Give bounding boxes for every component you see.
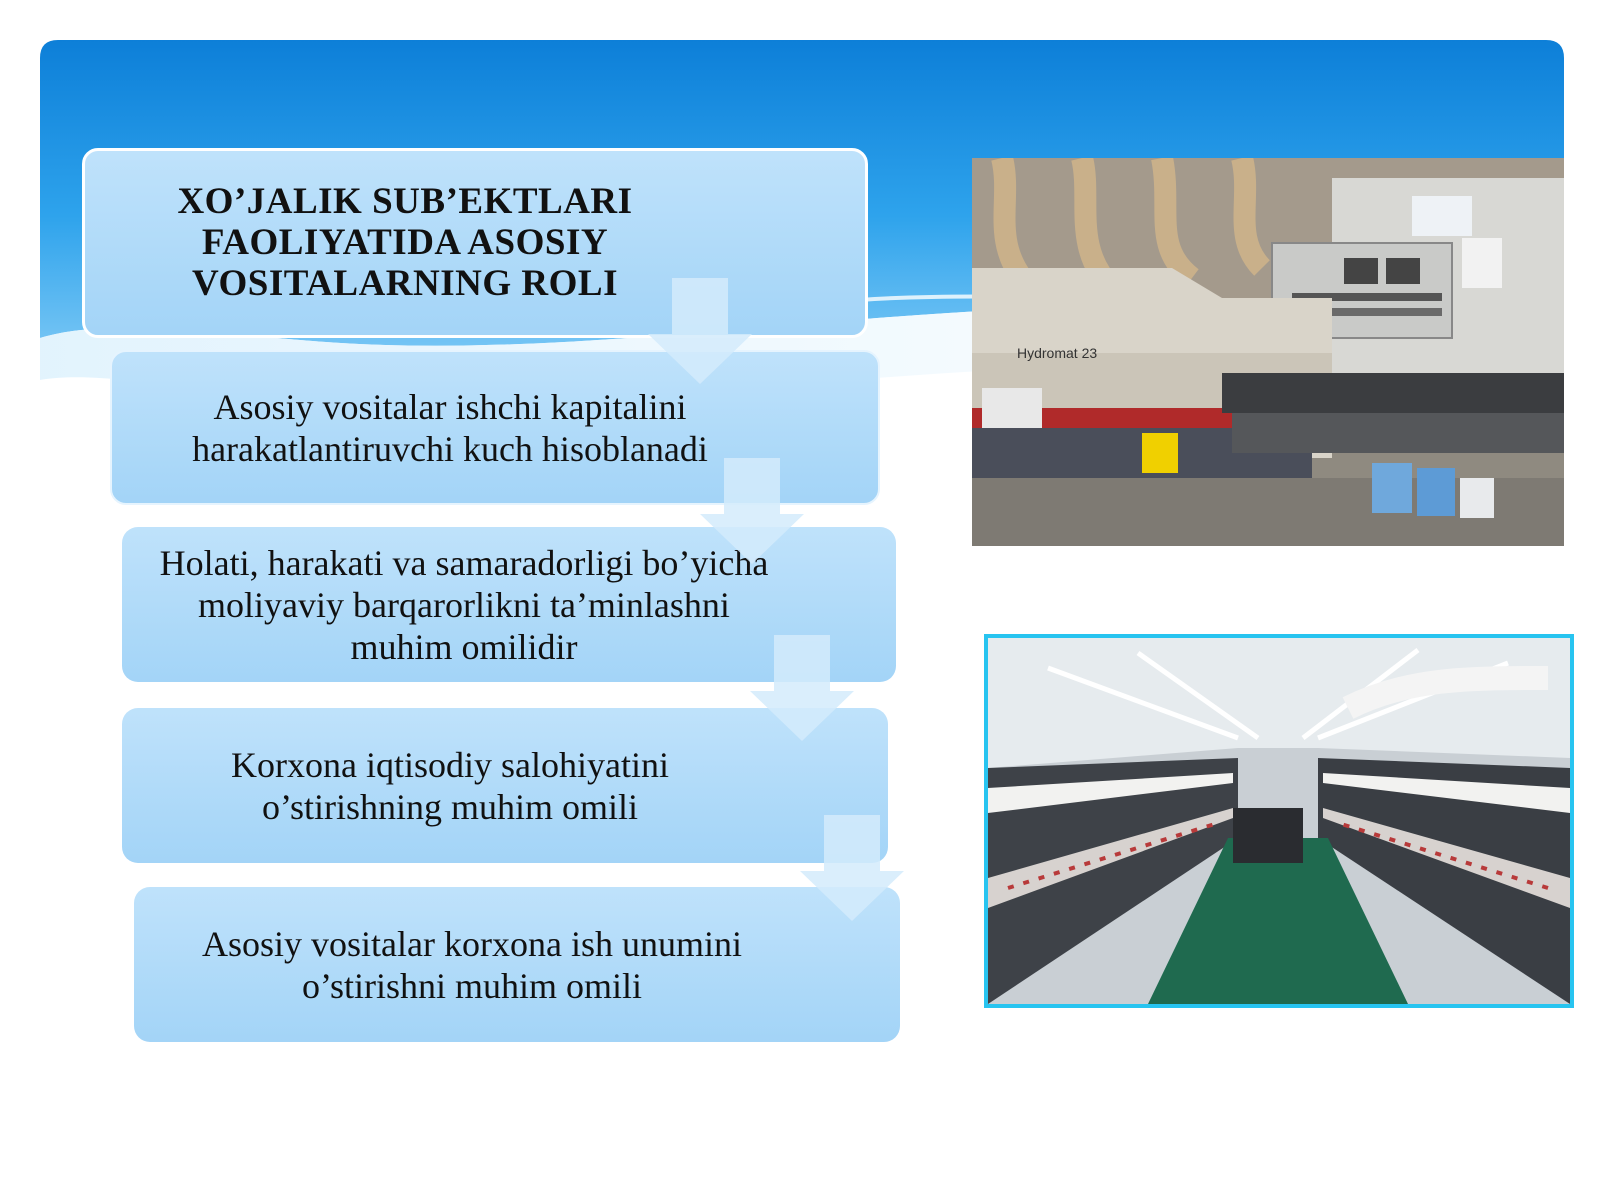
down-arrow-icon-3 (750, 635, 854, 741)
down-arrow-icon-4 (800, 815, 904, 921)
down-arrow-icon-2 (700, 458, 804, 564)
textile-mill-photo (984, 634, 1574, 1008)
step-text-4: Asosiy vositalar korxona ish unumini o’stirishni muhim omili (202, 923, 742, 1006)
step-text-1: Asosiy vositalar ishchi kapitalini harakatlantiruvchi kuch hisoblanadi (192, 386, 708, 469)
step-text-3: Korxona iqtisodiy salohiyatini o’stirishning muhim omili (231, 744, 669, 827)
down-arrow-icon-1 (648, 278, 752, 384)
step-box-4 (134, 887, 900, 1042)
slide-title: XO’JALIK SUB’EKTLARI FAOLIYATIDA ASOSIY VOSITALARNING ROLI (177, 181, 633, 304)
machine-label: Hydromat 23 (1017, 345, 1098, 361)
machine-photo (972, 158, 1564, 546)
step-text-2: Holati, harakati va samaradorligi bo’yicha moliyaviy barqarorlikni ta’minlashni muhim omilidir (159, 542, 769, 667)
